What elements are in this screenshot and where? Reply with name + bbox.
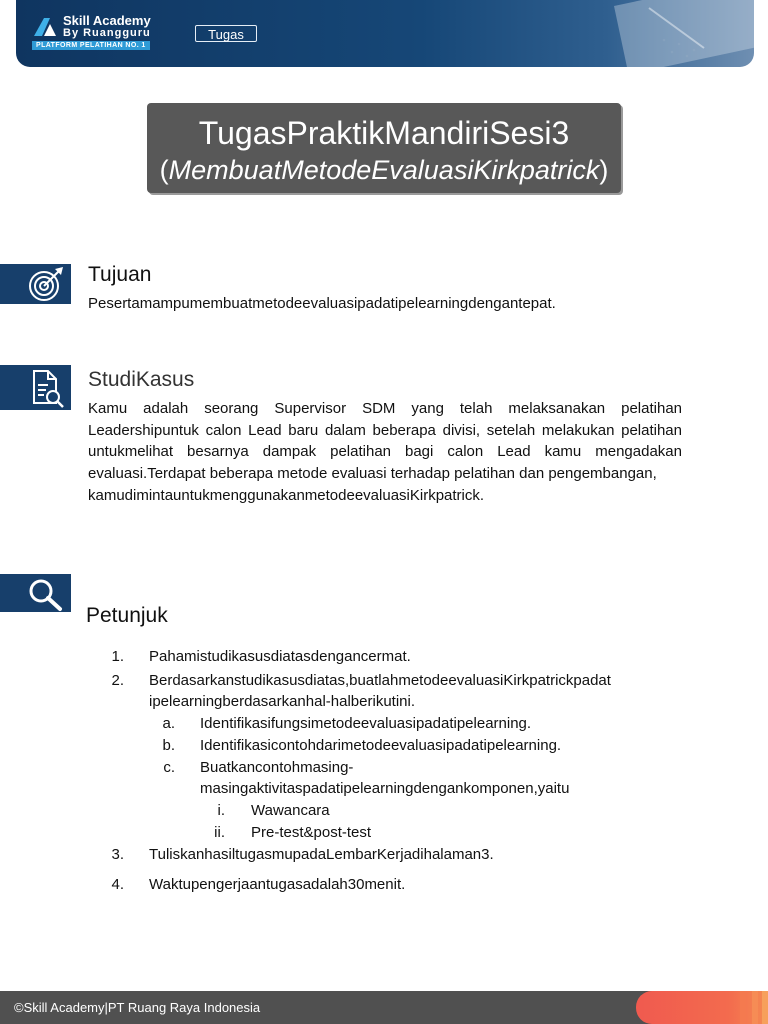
list-item-text: Pre-test&post-test bbox=[251, 824, 372, 841]
list-item-number: i. bbox=[217, 802, 225, 819]
list-item-number: b. bbox=[162, 737, 175, 754]
studi-kasus-body-main: Kamu adalah seorang Supervisor SDM yang telah melaksanakan pelatihan Leadershipuntuk calon Lead baru dalam beberapa divisi, setelah melakukan pelatihan untukmelihat besarnya dampak pelatihan bagi calon Lead kamu mengadakan evaluasi.Terdapat beberapa metode evaluasi terhadap pelatihan dan pengembangan, bbox=[88, 400, 682, 483]
footer bbox=[0, 991, 768, 1024]
studi-kasus-icon-block bbox=[0, 365, 71, 410]
list-item-number: a. bbox=[162, 715, 175, 732]
list-item-text: Wawancara bbox=[251, 802, 330, 819]
list-item-number: 2. bbox=[111, 672, 124, 689]
tujuan-heading: Tujuan bbox=[88, 263, 152, 286]
skill-academy-logo bbox=[32, 14, 180, 54]
logo-mark-icon bbox=[32, 16, 60, 38]
studi-kasus-body-last: kamudimintauntukmenggunakanmetodeevaluasiKirkpatrick. bbox=[88, 486, 485, 504]
title-open-paren: ( bbox=[159, 155, 169, 185]
title-box bbox=[147, 103, 621, 193]
title-line-2 bbox=[147, 153, 621, 187]
petunjuk-heading: Petunjuk bbox=[86, 604, 168, 627]
document-search-icon bbox=[26, 367, 66, 409]
logo-by: By Ruangguru bbox=[63, 27, 151, 39]
list-item-number: 3. bbox=[111, 846, 124, 863]
title-line-1: TugasPraktikMandiriSesi3 bbox=[198, 115, 570, 151]
tujuan-body: Pesertamampumembuatmetodeevaluasipadatipelearningdengantepat. bbox=[88, 295, 556, 312]
footer-text: ©Skill Academy|PT Ruang Raya Indonesia bbox=[14, 1000, 261, 1015]
magnifier-icon bbox=[26, 576, 66, 612]
list-item-text: Identifikasicontohdarimetodeevaluasipadatipelearning. bbox=[200, 737, 562, 754]
list-item-text: Pahamistudikasusdiatasdengancermat. bbox=[149, 648, 411, 665]
footer-accent bbox=[636, 991, 768, 1024]
list-item-number: 4. bbox=[111, 876, 124, 893]
header-banner bbox=[16, 0, 754, 67]
petunjuk-icon-block bbox=[0, 574, 71, 612]
tujuan-icon-block bbox=[0, 264, 71, 304]
pen-paper-decoration bbox=[554, 0, 754, 67]
list-item-number: 1. bbox=[111, 648, 124, 665]
list-item-text-continued: masingaktivitaspadatipelearningdengankomponen,yaitu bbox=[200, 780, 570, 797]
list-item-text-continued: ipelearningberdasarkanhal-halberikutini. bbox=[149, 693, 416, 710]
logo-platform: PLATFORM PELATIHAN NO. 1 bbox=[32, 41, 150, 50]
tugas-badge: Tugas bbox=[195, 25, 257, 42]
studi-kasus-heading: StudiKasus bbox=[88, 368, 195, 391]
list-item-text: Waktupengerjaantugasadalah30menit. bbox=[149, 876, 406, 893]
title-subtitle: MembuatMetodeEvaluasiKirkpatrick bbox=[168, 155, 600, 185]
studi-kasus-body bbox=[88, 398, 682, 507]
list-item-text: Berdasarkanstudikasusdiatas,buatlahmetodeevaluasiKirkpatrickpadat bbox=[149, 672, 611, 689]
list-item-text: Identifikasifungsimetodeevaluasipadatipelearning. bbox=[200, 715, 532, 732]
list-item-text: TuliskanhasiltugasmupadaLembarKerjadihalaman3. bbox=[149, 846, 494, 863]
list-item-text: Buatkancontohmasing- bbox=[200, 759, 354, 776]
list-item-number: ii. bbox=[214, 824, 225, 841]
list-item-number: c. bbox=[163, 759, 175, 776]
target-icon bbox=[26, 266, 66, 302]
title-close-paren: ) bbox=[599, 155, 609, 185]
logo-name: Skill Academy bbox=[63, 13, 151, 28]
